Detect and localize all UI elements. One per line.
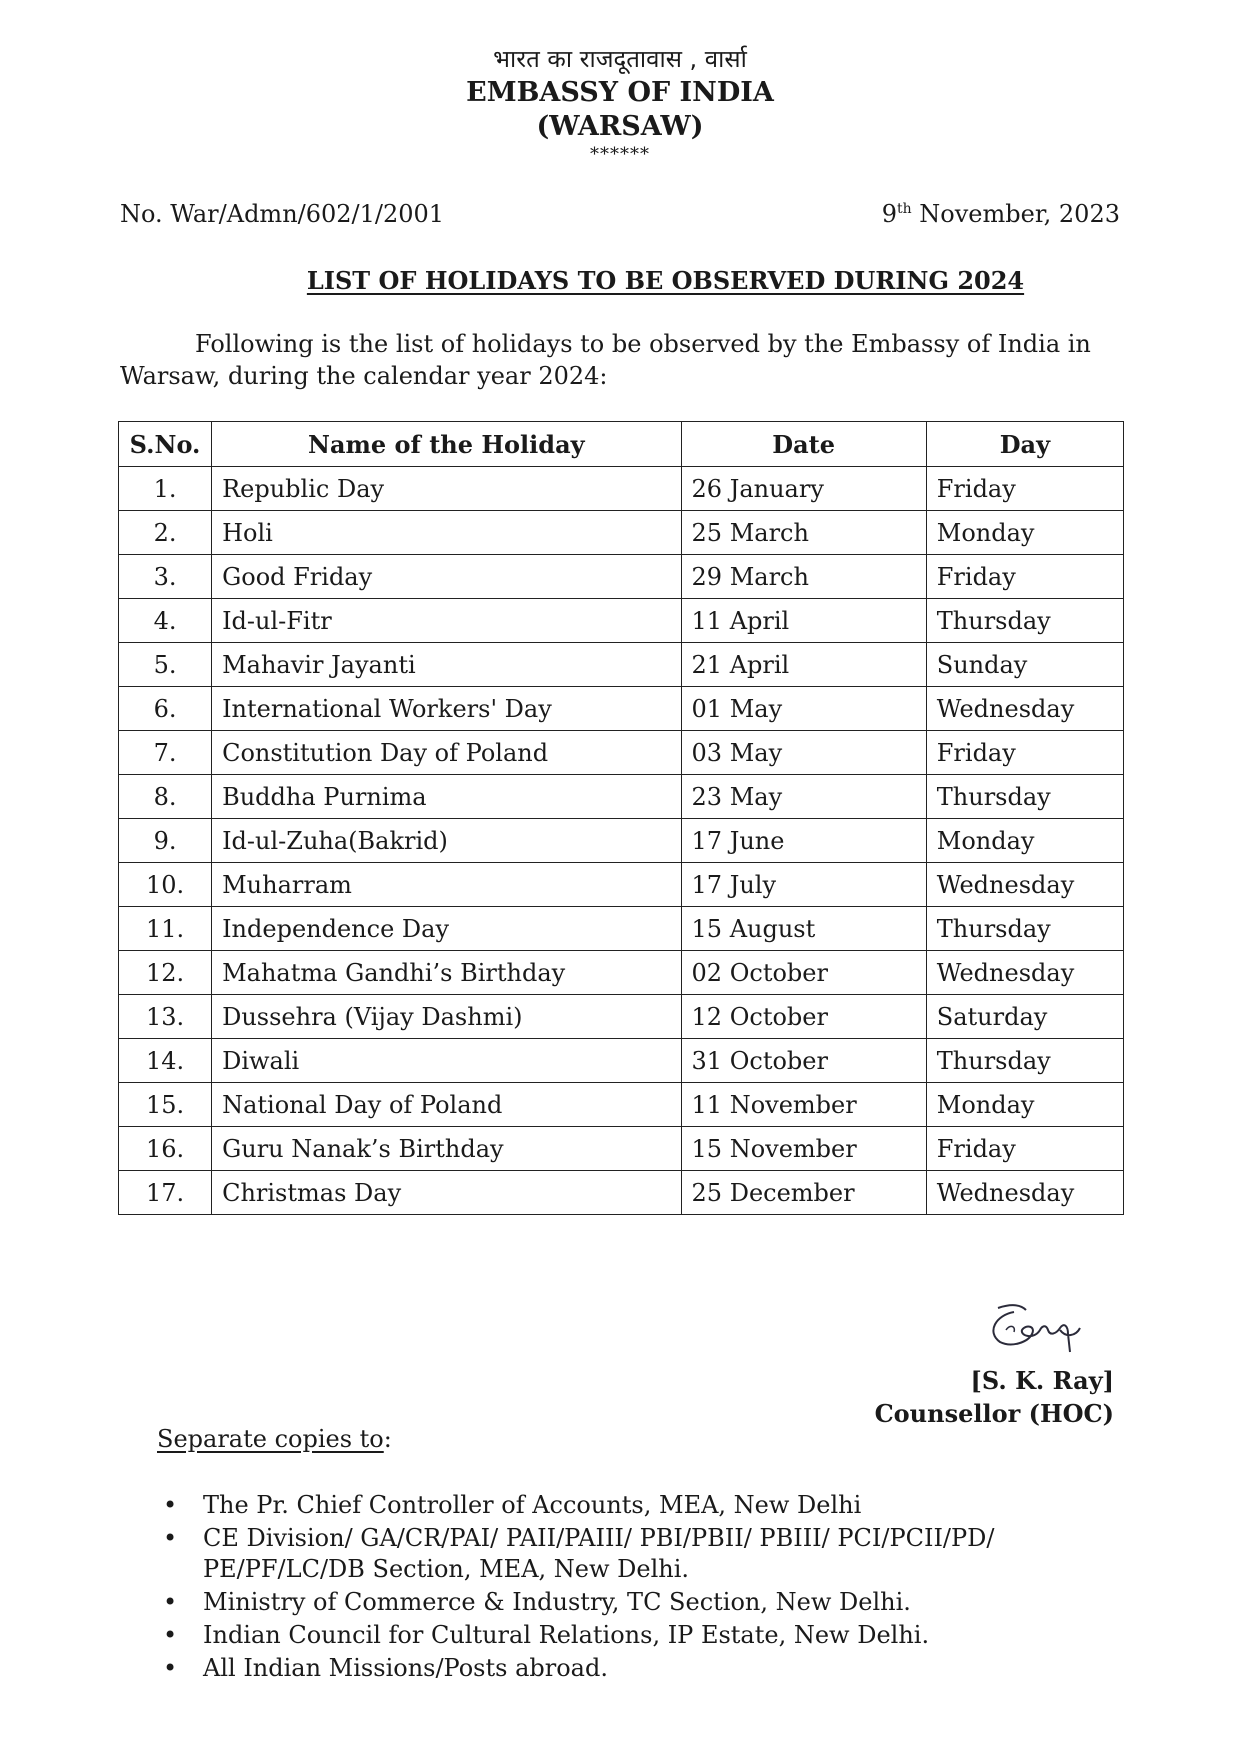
table-row — [119, 467, 1124, 511]
header-sno: S.No. — [119, 422, 212, 467]
cell-name: Good Friday — [212, 555, 681, 599]
holiday-table — [118, 421, 1124, 1215]
list-item-text: Ministry of Commerce & Industry, TC Section, New Delhi. — [203, 1588, 911, 1616]
cell-name: Mahavir Jayanti — [212, 643, 681, 687]
cell-sno: 17. — [119, 1171, 212, 1215]
cell-name: National Day of Poland — [212, 1083, 681, 1127]
table-row — [119, 1083, 1124, 1127]
cell-sno: 15. — [119, 1083, 212, 1127]
list-item — [157, 1490, 1117, 1521]
cell-name: Dussehra (Vijay Dashmi) — [212, 995, 681, 1039]
list-item-text: Indian Council for Cultural Relations, IP Estate, New Delhi. — [203, 1621, 930, 1649]
cell-sno: 1. — [119, 467, 212, 511]
table-row — [119, 951, 1124, 995]
cell-day: Sunday — [926, 643, 1123, 687]
cell-name: Muharram — [212, 863, 681, 907]
cell-sno: 7. — [119, 731, 212, 775]
cell-date: 17 July — [681, 863, 926, 907]
cell-date: 11 November — [681, 1083, 926, 1127]
cell-day: Monday — [926, 1083, 1123, 1127]
cell-sno: 11. — [119, 907, 212, 951]
table-row — [119, 819, 1124, 863]
document-title: LIST OF HOLIDAYS TO BE OBSERVED DURING 2024 — [306, 266, 1025, 295]
reference-number: No. War/Admn/602/1/2001 — [120, 200, 445, 228]
cell-sno: 12. — [119, 951, 212, 995]
list-item — [157, 1620, 1117, 1651]
cell-day: Friday — [926, 555, 1123, 599]
cell-name: Christmas Day — [212, 1171, 681, 1215]
cell-date: 21 April — [681, 643, 926, 687]
holiday-rows — [119, 467, 1124, 1215]
cell-date: 02 October — [681, 951, 926, 995]
cell-day: Friday — [926, 467, 1123, 511]
cell-sno: 16. — [119, 1127, 212, 1171]
date-suffix: th — [897, 201, 912, 217]
table-row — [119, 1127, 1124, 1171]
cell-day: Monday — [926, 511, 1123, 555]
cell-day: Saturday — [926, 995, 1123, 1039]
cell-name: Republic Day — [212, 467, 681, 511]
table-header-row — [119, 422, 1124, 467]
signatory-name: [S. K. Ray] — [970, 1366, 1114, 1395]
cell-date: 12 October — [681, 995, 926, 1039]
table-row — [119, 775, 1124, 819]
cell-day: Wednesday — [926, 687, 1123, 731]
cell-date: 31 October — [681, 1039, 926, 1083]
cell-date: 15 November — [681, 1127, 926, 1171]
cell-date: 01 May — [681, 687, 926, 731]
intro-paragraph: Following is the list of holidays to be observed by the Embassy of India in Warsaw, during the calendar year 2024: — [120, 330, 1091, 390]
cell-name: Id-ul-Zuha(Bakrid) — [212, 819, 681, 863]
signatory-block — [875, 1364, 1114, 1430]
copies-label-colon: : — [383, 1425, 392, 1453]
cell-sno: 9. — [119, 819, 212, 863]
embassy-name: EMBASSY OF INDIA — [466, 77, 774, 108]
cell-sno: 8. — [119, 775, 212, 819]
cell-sno: 2. — [119, 511, 212, 555]
cell-date: 23 May — [681, 775, 926, 819]
cell-day: Wednesday — [926, 1171, 1123, 1215]
reference-date — [882, 200, 1120, 228]
table-row — [119, 687, 1124, 731]
bullet-icon: • — [163, 1621, 178, 1649]
letterhead — [0, 42, 1240, 166]
cell-day: Thursday — [926, 599, 1123, 643]
table-row — [119, 1171, 1124, 1215]
cell-name: Independence Day — [212, 907, 681, 951]
cell-date: 17 June — [681, 819, 926, 863]
bullet-icon: • — [163, 1491, 178, 1519]
header-stars: ****** — [590, 144, 650, 165]
cell-sno: 14. — [119, 1039, 212, 1083]
cell-name: International Workers' Day — [212, 687, 681, 731]
bullet-icon: • — [163, 1588, 178, 1616]
bullet-icon: • — [163, 1524, 178, 1552]
cell-date: 25 March — [681, 511, 926, 555]
cell-date: 15 August — [681, 907, 926, 951]
copies-label-text: Separate copies to — [157, 1425, 384, 1453]
cell-sno: 3. — [119, 555, 212, 599]
table-row — [119, 643, 1124, 687]
bullet-icon: • — [163, 1654, 178, 1682]
cell-sno: 13. — [119, 995, 212, 1039]
cell-date: 03 May — [681, 731, 926, 775]
cell-date: 11 April — [681, 599, 926, 643]
cell-day: Friday — [926, 1127, 1123, 1171]
table-row — [119, 1039, 1124, 1083]
cell-sno: 5. — [119, 643, 212, 687]
list-item-text: The Pr. Chief Controller of Accounts, MEA, New Delhi — [203, 1491, 862, 1519]
cell-name: Diwali — [212, 1039, 681, 1083]
signatory-designation: Counsellor (HOC) — [874, 1399, 1114, 1428]
hindi-letterhead: भारत का राजदूतावास , वार्सा — [493, 45, 747, 73]
list-item — [157, 1653, 1117, 1684]
cell-day: Thursday — [926, 907, 1123, 951]
cell-day: Thursday — [926, 1039, 1123, 1083]
cell-sno: 4. — [119, 599, 212, 643]
list-item — [157, 1587, 1117, 1618]
list-item — [157, 1523, 1117, 1585]
table-row — [119, 511, 1124, 555]
cell-date: 29 March — [681, 555, 926, 599]
header-name: Name of the Holiday — [212, 422, 681, 467]
table-row — [119, 599, 1124, 643]
cell-day: Wednesday — [926, 951, 1123, 995]
cell-name: Holi — [212, 511, 681, 555]
table-row — [119, 731, 1124, 775]
list-item-text: CE Division/ GA/CR/PAI/ PAII/PAIII/ PBI/PBII/ PBIII/ PCI/PCII/PD/ PE/PF/LC/DB Section, MEA, New Delhi. — [203, 1524, 995, 1583]
signature — [976, 1290, 1096, 1364]
cell-name: Constitution Day of Poland — [212, 731, 681, 775]
date-rest: November, 2023 — [911, 200, 1120, 228]
header-date: Date — [681, 422, 926, 467]
cell-day: Friday — [926, 731, 1123, 775]
list-item-text: All Indian Missions/Posts abroad. — [203, 1654, 608, 1682]
table-row — [119, 995, 1124, 1039]
copies-label — [157, 1425, 392, 1453]
date-day: 9 — [881, 200, 897, 228]
signature-scribble-icon — [976, 1290, 1096, 1360]
cell-sno: 10. — [119, 863, 212, 907]
copies-list — [157, 1490, 1117, 1686]
header-day: Day — [926, 422, 1123, 467]
embassy-city: (WARSAW) — [536, 111, 704, 142]
cell-name: Id-ul-Fitr — [212, 599, 681, 643]
cell-day: Thursday — [926, 775, 1123, 819]
cell-sno: 6. — [119, 687, 212, 731]
cell-day: Monday — [926, 819, 1123, 863]
table-row — [119, 907, 1124, 951]
table-row — [119, 863, 1124, 907]
table-row — [119, 555, 1124, 599]
cell-date: 26 January — [681, 467, 926, 511]
cell-name: Buddha Purnima — [212, 775, 681, 819]
cell-name: Mahatma Gandhi’s Birthday — [212, 951, 681, 995]
cell-name: Guru Nanak’s Birthday — [212, 1127, 681, 1171]
cell-day: Wednesday — [926, 863, 1123, 907]
cell-date: 25 December — [681, 1171, 926, 1215]
